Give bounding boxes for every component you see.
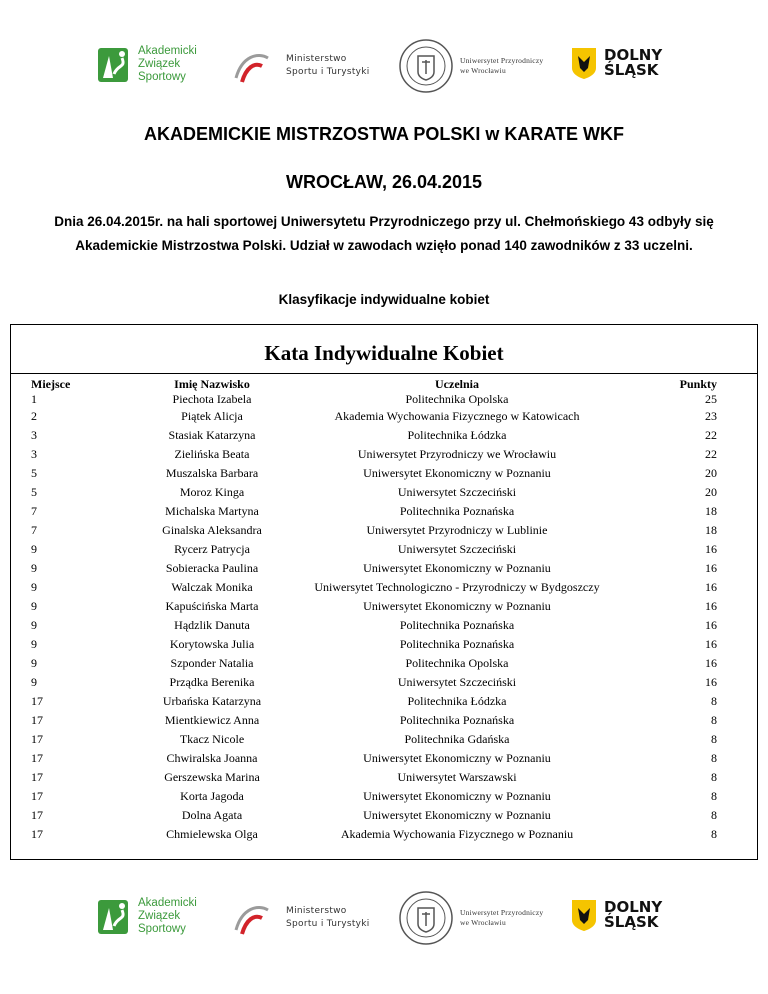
region-line2: ŚLĄSK [604,61,659,79]
ministry-logo [232,48,370,84]
cell-name: Hądzlik Danuta [174,618,250,632]
cell-place: 17 [31,827,43,841]
university-line1: Uniwersytet Przyrodniczy [460,56,544,65]
ministry-logo-text [286,53,370,79]
cell-place: 9 [31,580,37,594]
university-logo-text [460,56,543,76]
results-table [31,376,725,844]
university-seal-icon [398,38,454,94]
cell-university: Uniwersytet Warszawski [397,770,517,784]
table-row [31,578,725,597]
cell-points: 8 [711,694,717,708]
cell-points: 16 [705,637,717,651]
cell-university: Uniwersytet Ekonomiczny w Poznaniu [363,808,551,822]
cell-university: Akademia Wychowania Fizycznego w Poznaniu [340,827,574,841]
university-logo-bottom [398,890,543,946]
university-logo [398,38,543,94]
cell-name: Ginalska Aleksandra [162,523,262,537]
cell-place: 9 [31,542,37,556]
cell-name: Korta Jagoda [180,789,244,803]
subheading: Klasyfikacje indywidualne kobiet [278,292,490,307]
cell-name: Sobieracka Paulina [165,561,259,575]
cell-name: Prządka Berenika [169,675,255,689]
cell-name: Korytowska Julia [169,637,255,651]
cell-points: 16 [705,580,717,594]
cell-university: Uniwersytet Ekonomiczny w Poznaniu [363,751,551,765]
table-row [31,692,725,711]
ministry-swoosh-icon [232,48,272,84]
page-title: AKADEMICKIE MISTRZOSTWA POLSKI w KARATE WKF [144,124,624,144]
col-name-header: Imię Nazwisko [174,377,250,391]
cell-name: Rycerz Patrycja [174,542,250,556]
ministry-logo-bottom [232,900,370,936]
region-line2: ŚLĄSK [604,913,659,931]
cell-university: Politechnika Poznańska [399,504,515,518]
cell-university: Uniwersytet Technologiczno - Przyrodniczy w Bydgoszczy [314,580,600,594]
col-place-header: Miejsce [31,377,71,391]
cell-place: 9 [31,618,37,632]
cell-place: 5 [31,466,37,480]
table-row [31,407,725,426]
table-row [31,635,725,654]
cell-name: Mientkiewicz Anna [164,713,260,727]
table-row [31,597,725,616]
cell-university: Politechnika Poznańska [399,618,515,632]
cell-points: 8 [711,751,717,765]
cell-points: 8 [711,732,717,746]
cell-points: 25 [705,392,717,406]
cell-place: 9 [31,675,37,689]
table-row [31,806,725,825]
ministry-swoosh-icon [232,900,272,936]
cell-points: 22 [705,447,717,461]
cell-place: 9 [31,656,37,670]
azs-line1: Akademicki [138,896,197,909]
cell-points: 22 [705,428,717,442]
cell-name: Kapuścińska Marta [165,599,259,613]
cell-university: Politechnika Łódzka [407,428,507,442]
cell-points: 8 [711,789,717,803]
cell-name: Piątek Alicja [181,409,243,423]
results-box [10,324,758,860]
table-row [31,540,725,559]
azs-line3: Sportowy [138,922,186,935]
cell-name: Zielińska Beata [174,447,250,461]
cell-university: Politechnika Opolska [405,656,509,670]
dolny-slask-text [604,900,662,930]
cell-university: Uniwersytet Ekonomiczny w Poznaniu [363,599,551,613]
cell-points: 16 [705,542,717,556]
cell-name: Dolna Agata [181,808,243,822]
ministry-logo-text [286,905,370,931]
col-university-header: Uczelnia [435,377,479,391]
table-row [31,654,725,673]
cell-university: Uniwersytet Szczeciński [397,675,517,689]
cell-points: 8 [711,827,717,841]
azs-emblem-icon [96,896,132,936]
table-row [31,787,725,806]
azs-logo-text [138,897,197,936]
cell-place: 2 [31,409,37,423]
cell-points: 20 [705,485,717,499]
cell-place: 7 [31,523,37,537]
cell-name: Stasiak Katarzyna [168,428,256,442]
bottom-logo-bar [0,890,768,970]
cell-name: Gerszewska Marina [164,770,260,784]
cell-name: Chwiralska Joanna [166,751,258,765]
top-logo-bar [0,38,768,118]
table-row [31,464,725,483]
cell-place: 7 [31,504,37,518]
azs-line3: Sportowy [138,70,186,83]
azs-emblem-icon [96,44,132,84]
university-logo-text [460,908,543,928]
cell-university: Uniwersytet Szczeciński [397,485,517,499]
table-row [31,749,725,768]
table-row [31,768,725,787]
cell-name: Szponder Natalia [170,656,254,670]
cell-university: Politechnika Gdańska [404,732,510,746]
table-row [31,616,725,635]
cell-university: Uniwersytet Przyrodniczy we Wrocławiu [357,447,557,461]
cell-university: Politechnika Opolska [405,392,509,406]
cell-points: 16 [705,561,717,575]
cell-university: Akademia Wychowania Fizycznego w Katowicach [334,409,580,423]
cell-university: Uniwersytet Ekonomiczny w Poznaniu [363,466,551,480]
cell-place: 9 [31,599,37,613]
cell-points: 20 [705,466,717,480]
table-row [31,559,725,578]
cell-name: Walczak Monika [171,580,253,594]
cell-points: 16 [705,656,717,670]
table-row [31,711,725,730]
table-row [31,426,725,445]
university-line2: we Wrocławiu [460,66,506,75]
cell-points: 23 [705,409,717,423]
cell-name: Tkacz Nicole [179,732,245,746]
table-header-row [31,376,725,392]
cell-points: 16 [705,599,717,613]
eagle-shield-icon [570,46,598,80]
table-row [31,730,725,749]
cell-points: 8 [711,808,717,822]
dolny-slask-logo [570,46,662,80]
eagle-shield-icon [570,898,598,932]
cell-points: 8 [711,770,717,784]
cell-place: 1 [31,392,37,406]
intro-line1: Dnia 26.04.2015r. na hali sportowej Uniwersytetu Przyrodniczego przy ul. Chełmońskiego 43 odbyły się [54,214,714,229]
cell-university: Uniwersytet Ekonomiczny w Poznaniu [363,789,551,803]
cell-place: 17 [31,789,43,803]
cell-university: Uniwersytet Szczeciński [397,542,517,556]
ministry-line2: Sportu i Turystyki [286,67,370,77]
cell-name: Urbańska Katarzyna [162,694,262,708]
cell-points: 18 [705,504,717,518]
azs-line2: Związek [138,909,181,922]
results-body [31,392,725,844]
dolny-slask-logo-bottom [570,898,662,932]
dolny-slask-text [604,48,662,78]
intro-paragraph [0,210,768,258]
cell-place: 17 [31,770,43,784]
cell-place: 3 [31,447,37,461]
results-title: Kata Indywidualne Kobiet [264,341,504,365]
ministry-line2: Sportu i Turystyki [286,919,370,929]
cell-name: Piechota Izabela [172,392,252,406]
cell-points: 18 [705,523,717,537]
table-row [31,825,725,844]
cell-name: Moroz Kinga [179,485,245,499]
azs-line2: Związek [138,57,181,70]
azs-logo-bottom [96,896,197,936]
cell-points: 8 [711,713,717,727]
region-line1: DOLNY [604,46,663,64]
cell-place: 17 [31,694,43,708]
cell-university: Politechnika Łódzka [407,694,507,708]
table-row [31,392,725,407]
university-line2: we Wrocławiu [460,918,506,927]
cell-university: Politechnika Poznańska [399,713,515,727]
university-line1: Uniwersytet Przyrodniczy [460,908,544,917]
azs-logo-text [138,45,197,84]
cell-points: 16 [705,675,717,689]
cell-place: 3 [31,428,37,442]
cell-name: Chmielewska Olga [166,827,258,841]
table-row [31,521,725,540]
table-row [31,673,725,692]
cell-university: Uniwersytet Ekonomiczny w Poznaniu [363,561,551,575]
cell-place: 17 [31,751,43,765]
cell-points: 16 [705,618,717,632]
table-row [31,502,725,521]
cell-name: Muszalska Barbara [165,466,259,480]
cell-place: 17 [31,808,43,822]
region-line1: DOLNY [604,898,663,916]
place-date-heading: WROCŁAW, 26.04.2015 [285,172,483,192]
cell-name: Michalska Martyna [165,504,259,518]
cell-place: 17 [31,732,43,746]
cell-place: 9 [31,561,37,575]
cell-university: Uniwersytet Przyrodniczy w Lublinie [366,523,548,537]
cell-university: Politechnika Poznańska [399,637,515,651]
title-divider [11,373,757,374]
cell-place: 17 [31,713,43,727]
cell-place: 5 [31,485,37,499]
cell-place: 9 [31,637,37,651]
azs-line1: Akademicki [138,44,197,57]
table-row [31,445,725,464]
university-seal-icon [398,890,454,946]
table-row [31,483,725,502]
ministry-line1: Ministerstwo [286,54,347,64]
col-points-header: Punkty [679,377,717,391]
ministry-line1: Ministerstwo [286,906,347,916]
intro-line2: Akademickie Mistrzostwa Polski. Udział w zawodach wzięło ponad 140 zawodników z 33 uczelni. [75,238,693,253]
azs-logo [96,44,197,84]
